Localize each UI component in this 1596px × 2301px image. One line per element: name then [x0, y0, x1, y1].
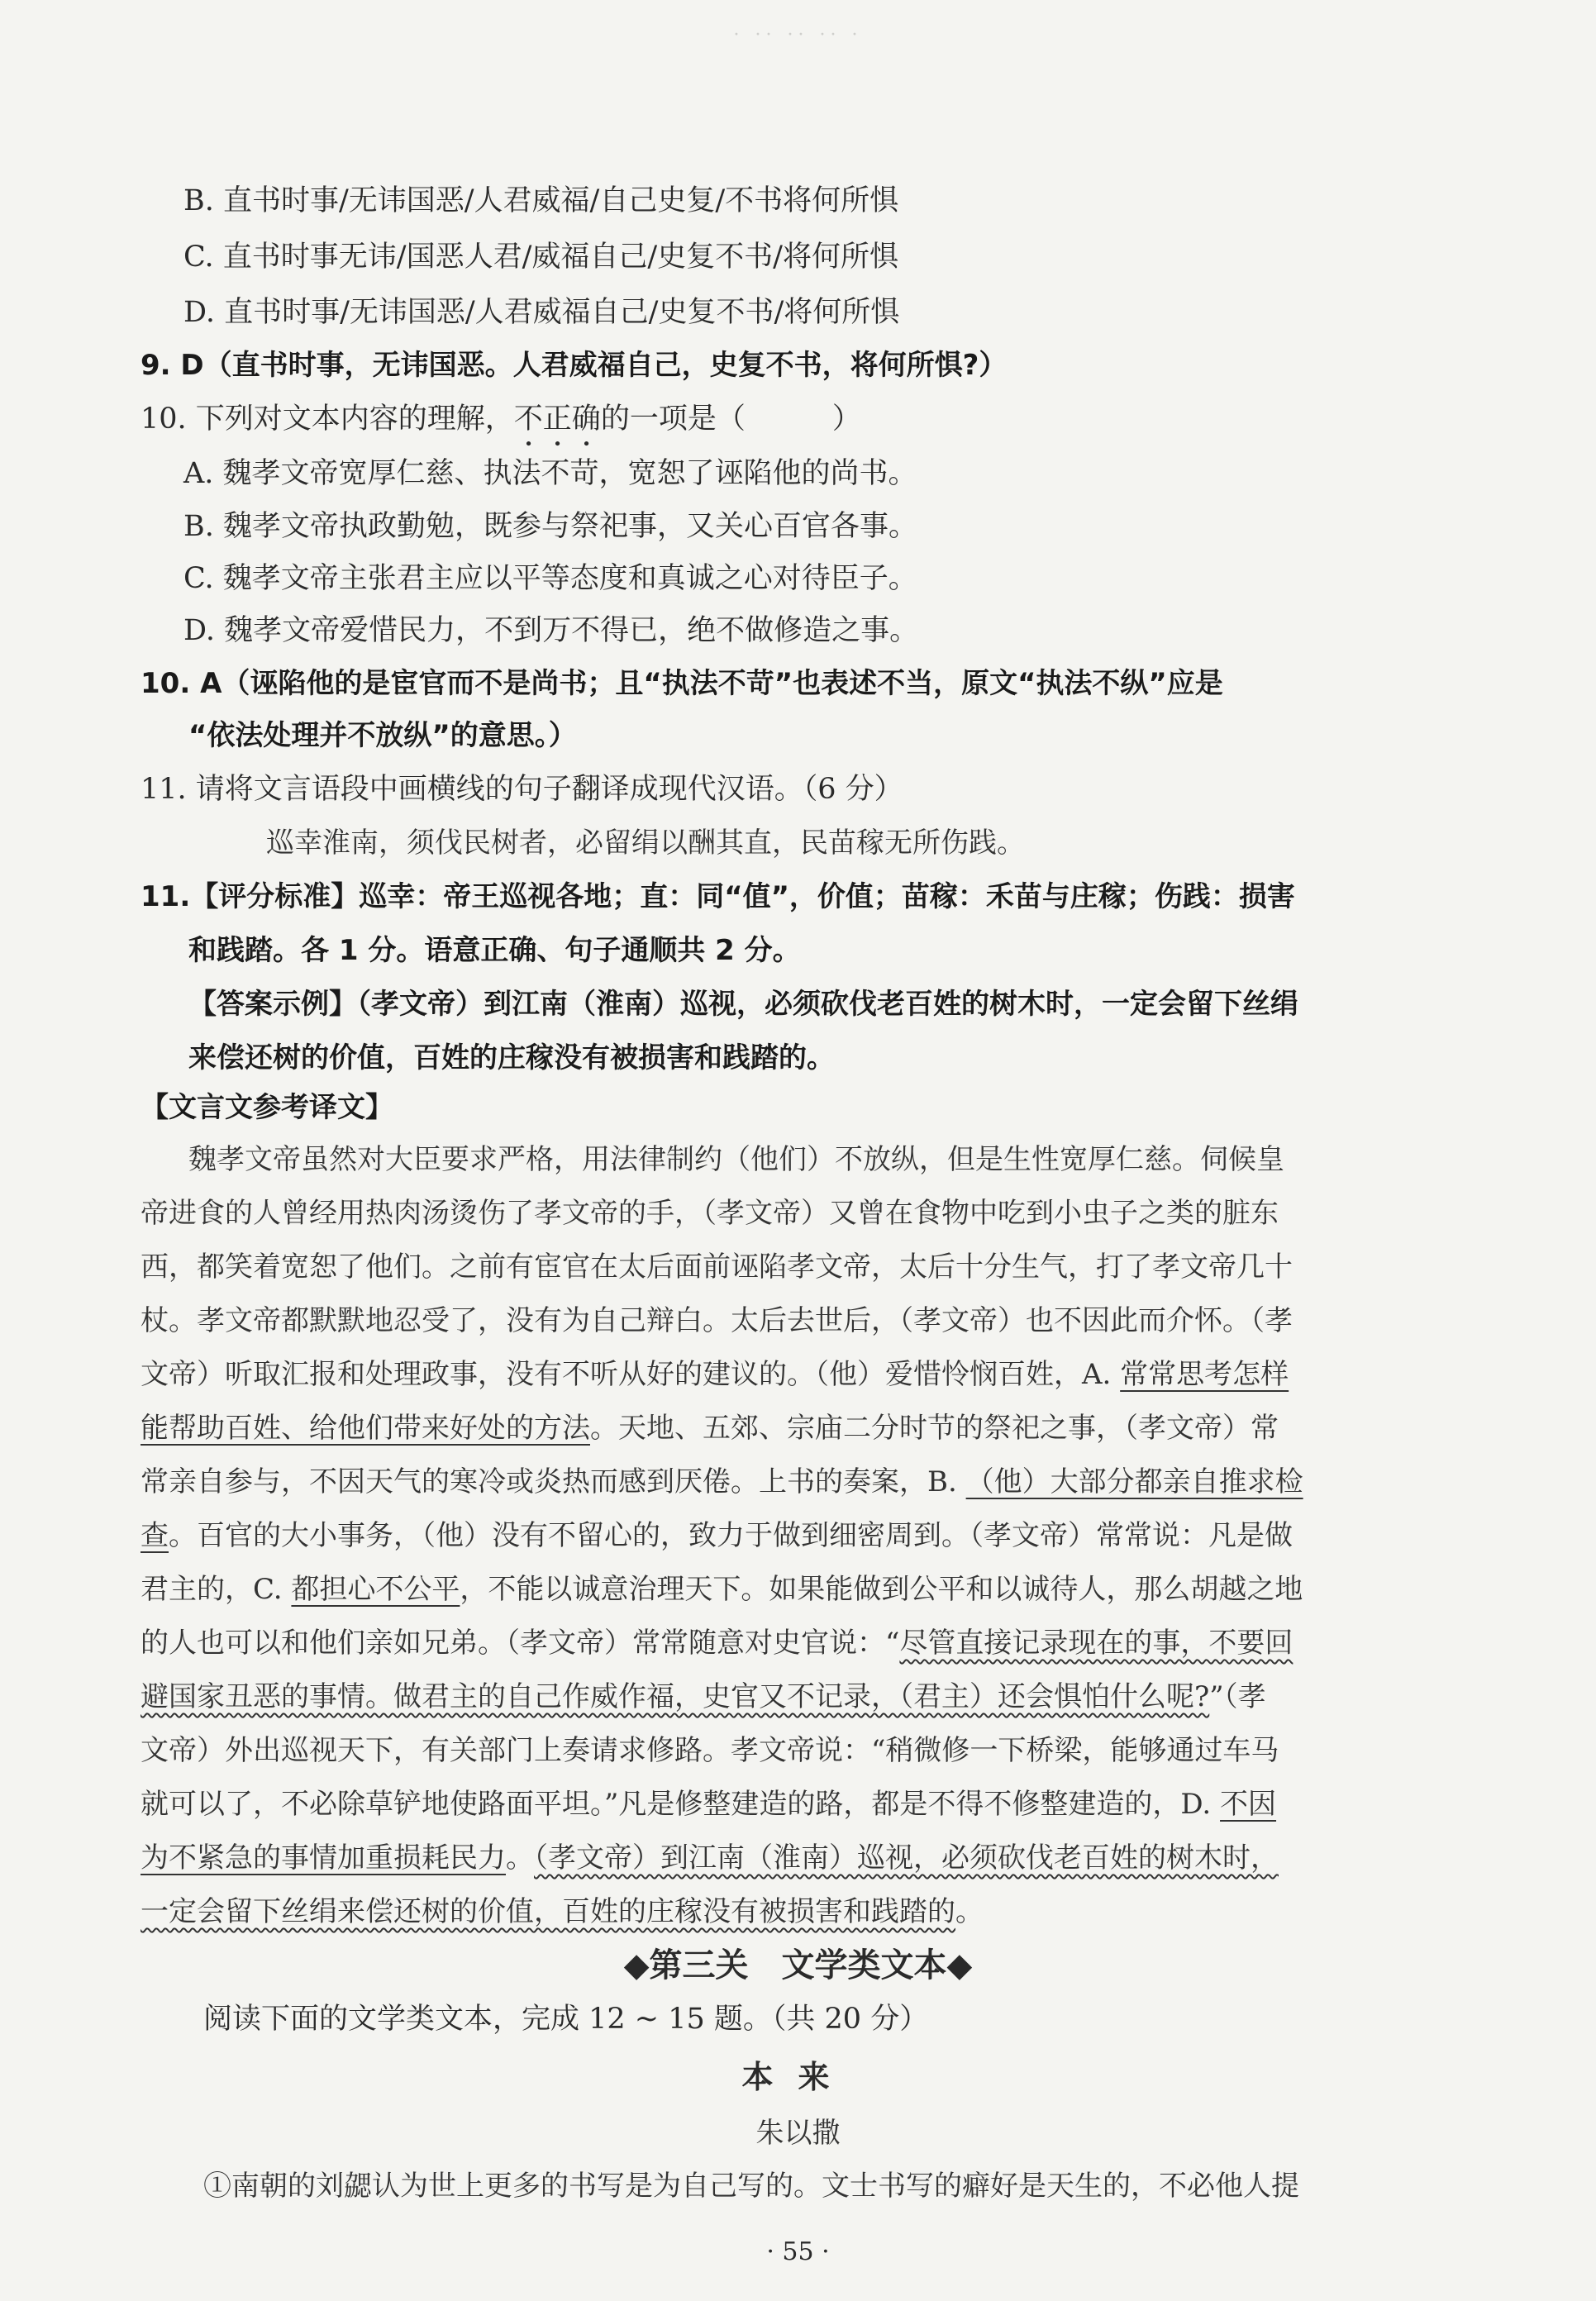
translation-line-9: [141, 1569, 1303, 1610]
q10-question: [141, 398, 861, 453]
underlined-a-part1: 常常思考怎样: [1120, 1358, 1289, 1391]
translation-text: 君主的，C.: [141, 1573, 292, 1606]
translation-text: 。百官的大小事务，（他）没有不留心的，致力于做到细密周到。（孝文帝）常常说：凡是做: [169, 1519, 1293, 1552]
translation-text: 的人也可以和他们亲如兄弟。（孝文帝）常常随意对史官说：“: [141, 1627, 900, 1660]
article-author: 朱以撒: [755, 2117, 841, 2150]
q10-suffix: 的一项是（ ）: [600, 403, 861, 436]
translation-heading: 【文言文参考译文】: [141, 1091, 393, 1124]
translation-line-13: [141, 1784, 1276, 1825]
article-first-line: ①南朝的刘勰认为世上更多的书写是为自己写的。文士书写的癖好是天生的，不必他人提: [203, 2170, 1299, 2203]
q9-option-b: B. 直书时事/无讳国恶/人君威福/自己史复/不书将何所惧: [183, 184, 899, 217]
q10-answer-line2: “依法处理并不放纵”的意思。）: [188, 719, 577, 752]
section-three-title: ◆第三关 文学类文本◆: [623, 1946, 973, 1984]
translation-text: 。天地、五郊、宗庙二分时节的祭祀之事，（孝文帝）常: [590, 1412, 1279, 1445]
section-three-instruction: 阅读下面的文学类文本，完成 12 ~ 15 题。（共 20 分）: [203, 2003, 929, 2036]
underlined-c: 都担心不公平: [291, 1573, 460, 1606]
q11-scoring-line2: 和践踏。各 1 分。语意正确、句子通顺共 2 分。: [188, 934, 801, 967]
translation-text: 。: [506, 1841, 534, 1875]
q10-answer-line1: 10. A（诬陷他的是宦官而不是尚书；且“执法不苛”也表述不当，原文“执法不纵”应是: [141, 667, 1223, 700]
q11-scoring-line1: 11.【评分标准】巡幸：帝王巡视各地；直：同“值”，价值；苗稼：禾苗与庄稼；伤践：损害: [141, 880, 1295, 913]
top-faint-mark: · ·· ·· ·· ·: [733, 25, 863, 45]
article-title: 本来: [741, 2059, 855, 2095]
q11-question: 11. 请将文言语段中画横线的句子翻译成现代汉语。（6 分）: [141, 773, 903, 806]
translation-line-7: [141, 1461, 1303, 1503]
q10-emphasis: 不正确: [513, 403, 601, 436]
translation-line-3: 西，都笑着宽恕了他们。之前有宦官在太后面前诬陷孝文帝，太后十分生气，打了孝文帝几十: [141, 1251, 1293, 1284]
wavy-underline-part4: 一定会留下丝绢来偿还树的价值，百姓的庄稼没有被损害和践踏的: [141, 1895, 955, 1928]
q9-option-d: D. 直书时事/无讳国恶/人君威福自己/史复不书/将何所惧: [183, 296, 900, 329]
underlined-b-part2: 查: [141, 1519, 169, 1552]
translation-line-8: [141, 1515, 1293, 1556]
underlined-d-part1: 不因: [1220, 1788, 1277, 1821]
q9-answer: 9. D（直书时事，无讳国恶。人君威福自己，史复不书，将何所惧?）: [141, 349, 1008, 382]
wavy-underline-part1: 尽管直接记录现在的事，不要回: [899, 1627, 1293, 1660]
translation-line-4: 杖。孝文帝都默默地忍受了，没有为自己辩白。太后去世后，（孝文帝）也不因此而介怀。（孝: [141, 1304, 1293, 1337]
q10-option-b: B. 魏孝文帝执政勤勉，既参与祭祀事，又关心百官各事。: [183, 510, 917, 543]
translation-line-10: [141, 1622, 1293, 1664]
translation-text: ，不能以诚意治理天下。如果能做到公平和以诚待人，那么胡越之地: [460, 1573, 1303, 1606]
translation-line-12: 文帝）外出巡视天下，有关部门上奏请求修路。孝文帝说：“稍微修一下桥梁，能够通过车马: [141, 1734, 1279, 1767]
wavy-underline-part2: 避国家丑恶的事情。做君主的自己作威作福，史官又不记录，（君主）还会惧怕什么呢?: [141, 1680, 1210, 1713]
q9-option-c: C. 直书时事无讳/国恶人君/威福自己/史复不书/将何所惧: [183, 241, 898, 274]
underlined-b-part1: （他）大部分都亲自推求检: [965, 1465, 1303, 1498]
underlined-d-part2: 为不紧急的事情加重损耗民力: [141, 1841, 506, 1875]
page-number: · 55 ·: [766, 2237, 830, 2266]
translation-line-1: 魏孝文帝虽然对大臣要求严格，用法律制约（他们）不放纵，但是生性宽厚仁慈。伺候皇: [188, 1143, 1284, 1176]
translation-line-2: 帝进食的人曾经用热肉汤烫伤了孝文帝的手，（孝文帝）又曾在食物中吃到小虫子之类的脏东: [141, 1197, 1279, 1230]
translation-text: 文帝）听取汇报和处理政事，没有不听从好的建议的。（他）爱惜怜悯百姓，A.: [141, 1358, 1121, 1391]
translation-text: 常亲自参与，不因天气的寒冷或炎热而感到厌倦。上书的奏案，B.: [141, 1465, 966, 1498]
wavy-underline-part3: （孝文帝）到江南（淮南）巡视，必须砍伐老百姓的树木时，: [534, 1841, 1279, 1875]
q11-example-line2: 来偿还树的价值，百姓的庄稼没有被损害和践踏的。: [188, 1041, 835, 1074]
q10-option-a: A. 魏孝文帝宽厚仁慈、执法不苛，宽恕了诬陷他的尚书。: [183, 457, 917, 490]
translation-text: ”（孝: [1209, 1680, 1266, 1713]
translation-line-15: [141, 1891, 984, 1932]
q11-sentence: 巡幸淮南，须伐民树者，必留绢以酬其直，民苗稼无所伤践。: [266, 827, 1025, 860]
q10-prefix: 10. 下列对文本内容的理解，: [141, 403, 514, 436]
translation-line-14: [141, 1837, 1279, 1879]
q11-example-line1: 【答案示例】（孝文帝）到江南（淮南）巡视，必须砍伐老百姓的树木时，一定会留下丝绢: [188, 988, 1298, 1021]
translation-line-5: [141, 1354, 1289, 1395]
underlined-a-part2: 能帮助百姓、给他们带来好处的方法: [141, 1412, 590, 1445]
q10-option-d: D. 魏孝文帝爱惜民力，不到万不得已，绝不做修造之事。: [183, 614, 919, 647]
translation-line-11: [141, 1676, 1266, 1717]
translation-text: 就可以了，不必除草铲地使路面平坦。”凡是修整建造的路，都是不得不修整建造的，D.: [141, 1788, 1221, 1821]
q10-option-c: C. 魏孝文帝主张君主应以平等态度和真诚之心对待臣子。: [183, 562, 917, 595]
translation-text: 。: [955, 1895, 984, 1928]
translation-line-6: [141, 1408, 1279, 1449]
